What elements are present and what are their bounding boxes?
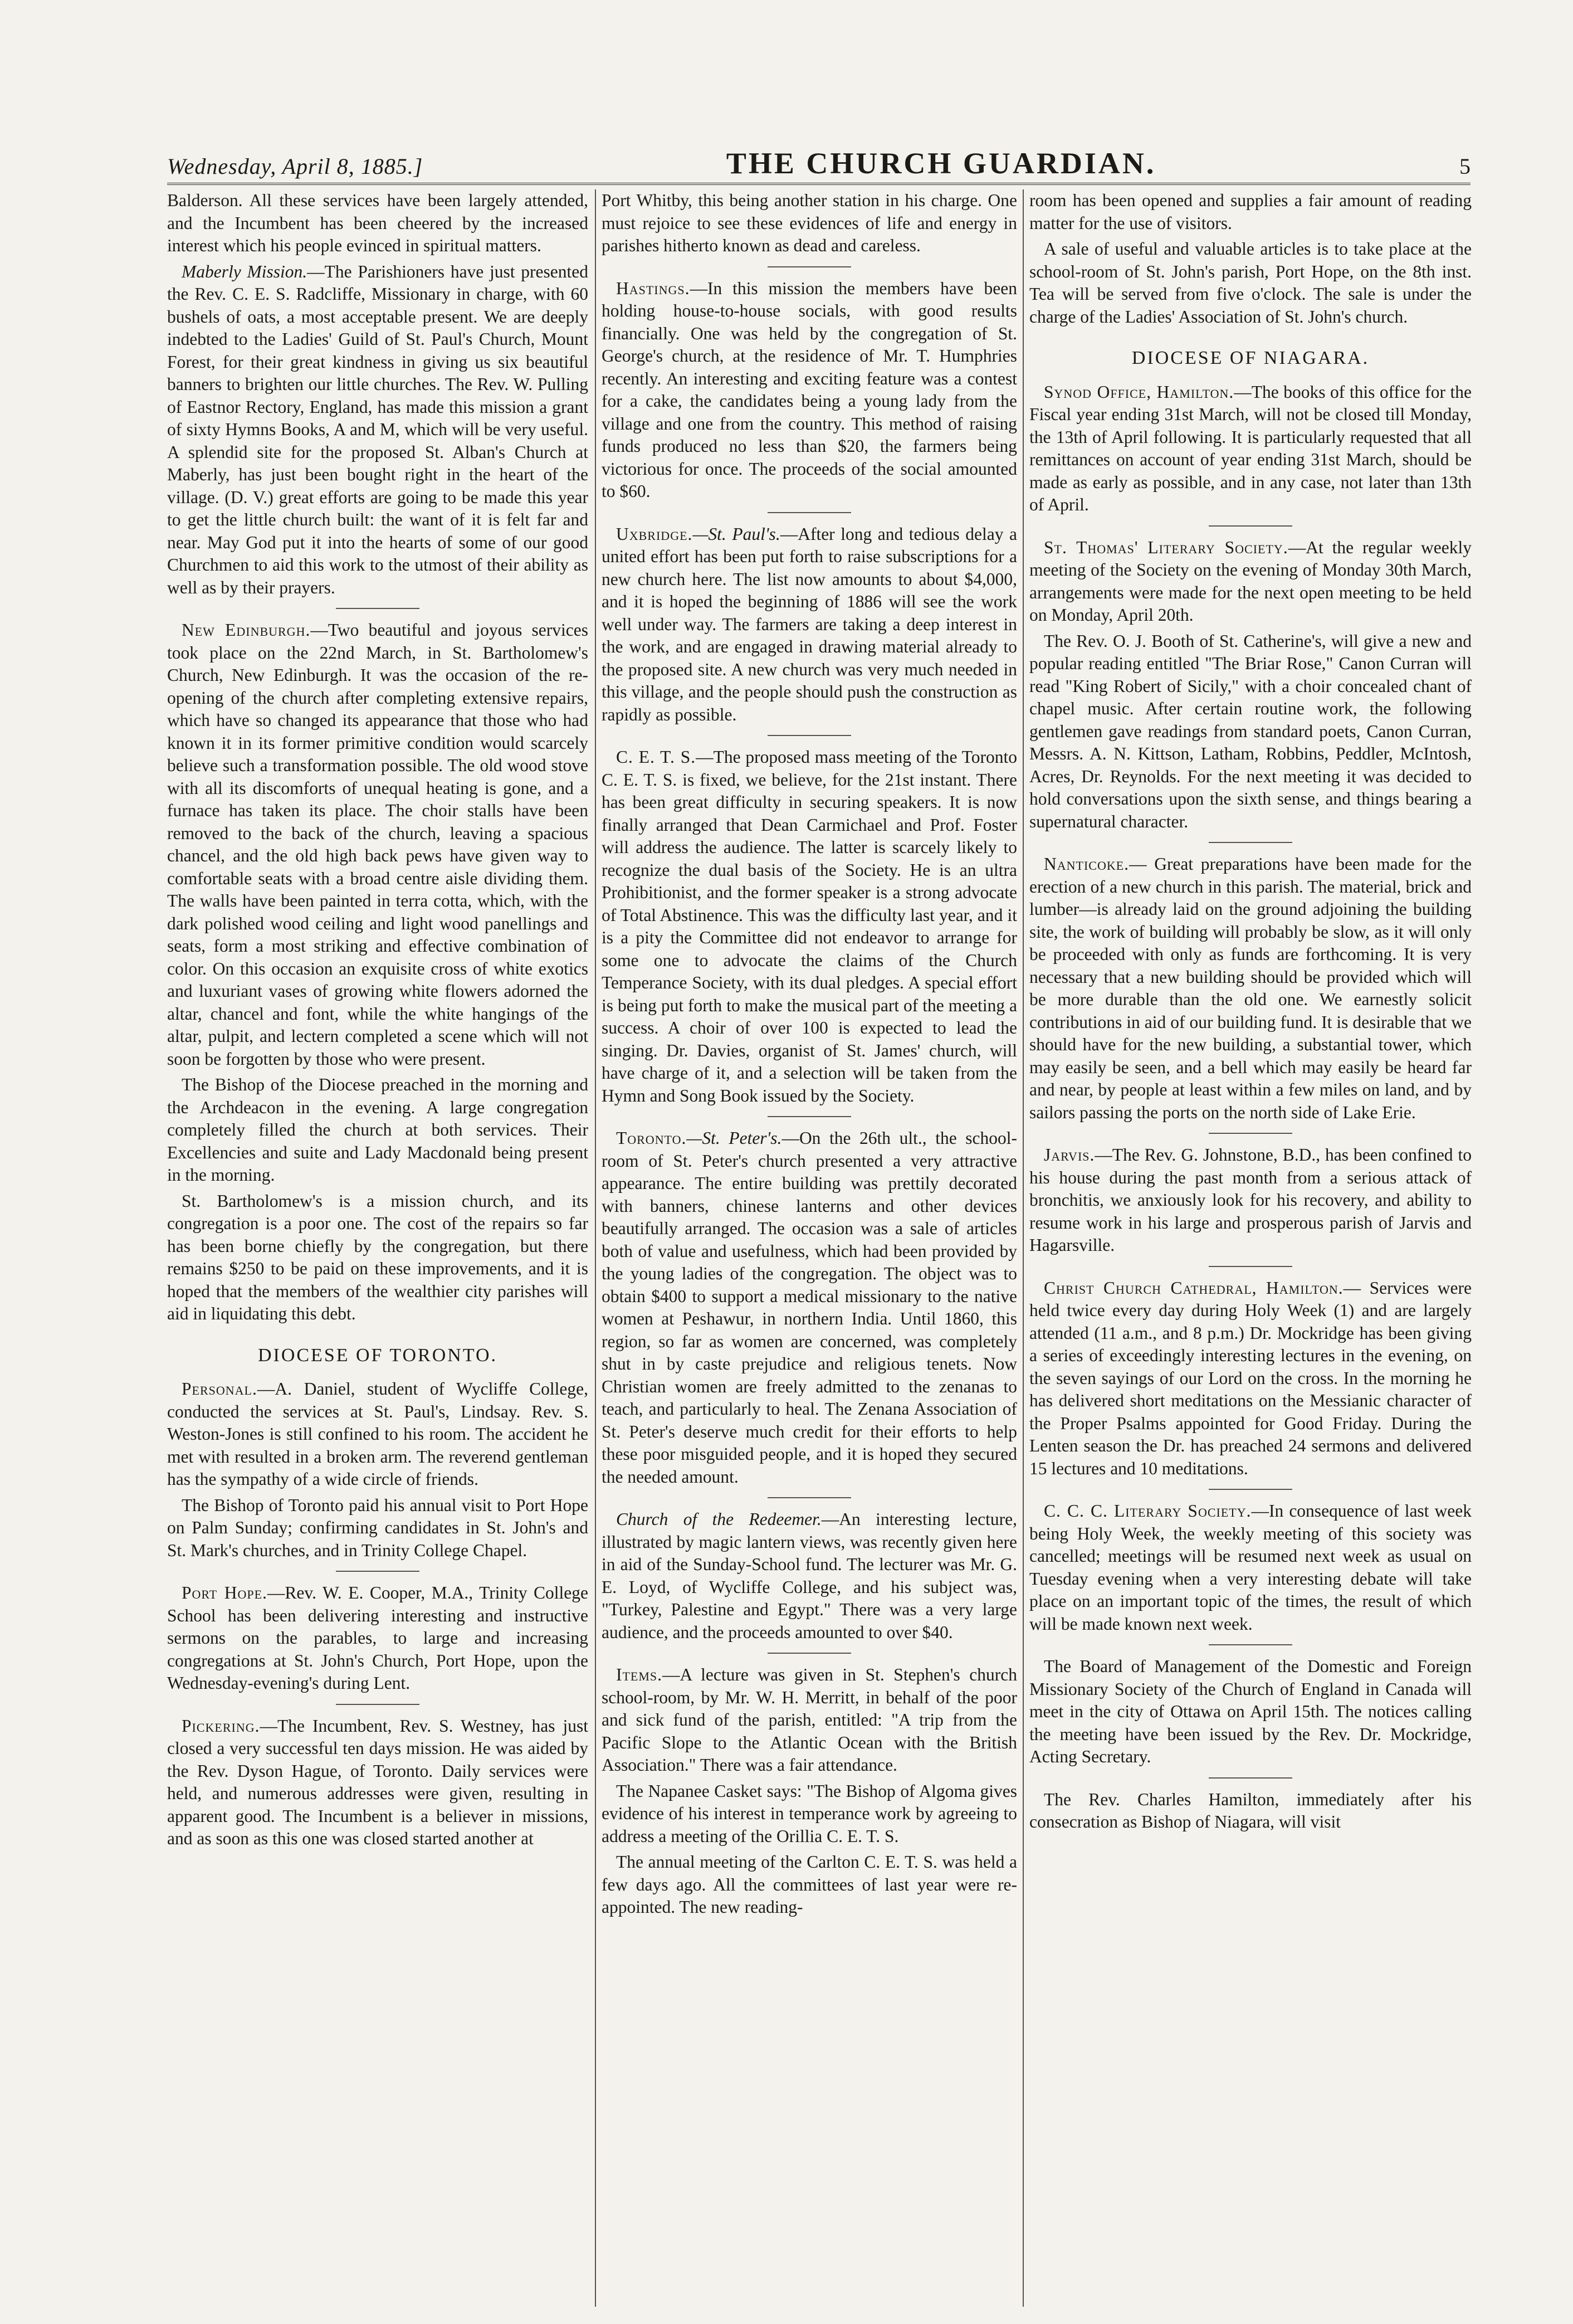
section-divider	[768, 1653, 851, 1654]
article-text: —The Rev. G. Johnstone, B.D., has been confined to his house during the past month from a serious attack of bronchitis, we anxiously look for his recovery, and ability to resume work in his large and prosperous parish of Jarvis and Hagarsville.	[1029, 1145, 1472, 1255]
article-paragraph	[1029, 1789, 1472, 1834]
article-text: —A. Daniel, student of Wycliffe College, conducted the services at St. Paul's, Lindsay. Rev. S. Weston-Jones is still confined to his room. The accident he met with resulted in a broken arm. The reverend gentleman has the sympathy of a wide circle of friends.	[167, 1379, 588, 1489]
article-paragraph	[167, 619, 588, 1070]
article-text: Port Whitby, this being another station in his charge. One must rejoice to see these evidences of life and energy in parishes hitherto known as dead and careless.	[602, 191, 1017, 255]
article-paragraph	[1029, 1500, 1472, 1635]
article-text: Balderson. All these services have been largely attended, and the Incumbent has been cheered by the increased interest which his people evinced in spiritual matters.	[167, 191, 588, 255]
section-divider	[768, 735, 851, 736]
article-text: —The Incumbent, Rev. S. Westney, has just closed a very successful ten days mission. He was aided by the Rev. Dyson Hague, of Toronto. Daily services were held, and numerous addresses were given, resulting in apparent good. The Incumbent is a believer in missions, and as soon as this one was closed started another at	[167, 1716, 588, 1848]
article-paragraph	[602, 1127, 1017, 1488]
article-paragraph	[602, 746, 1017, 1107]
article-text: —After long and tedious delay a united effort has been put forth to raise subscriptions for a new church here. The list now amounts to about $4,000, and it is hoped the beginning of 1886 will see the work well under way. The farmers are taking a deep interest in the work, and are engaged in drawing material already to the proposed site. A new church was very much needed in this village, and the people should push the construction as rapidly as possible.	[602, 524, 1017, 724]
article-text: —At the regular weekly meeting of the Society on the evening of Monday 30th March, arrangements were made for the next open meeting to be held on Monday, April 20th.	[1029, 537, 1472, 625]
section-divider	[768, 512, 851, 513]
article-text: A sale of useful and valuable articles is to take place at the school-room of St. John's parish, Port Hope, on the 8th inst. Tea will be served from five o'clock. The sale is under the charge of the Ladies' Association of St. John's church.	[1029, 239, 1472, 327]
article-lead: Pickering.	[182, 1716, 260, 1736]
article-lead: Port Hope.	[182, 1583, 267, 1602]
section-heading: DIOCESE OF TORONTO.	[257, 1344, 498, 1366]
article-paragraph	[1029, 381, 1472, 517]
article-lead: Uxbridge.	[616, 524, 693, 544]
article-text: —The Parishioners have just presented the Rev. C. E. S. Radcliffe, Missionary in charge, with 60 bushels of oats, a most acceptable present. We are deeply indebted to the Ladies' Guild of St. Paul's Church, Mount Forest, for their great kindness in giving us six beautiful banners to brighten our little churches. The Rev. W. Pulling of Eastnor Rectory, England, has made this mission a grant of sixty Hymns Books, A and M, which will be very useful. A splendid site for the proposed St. Alban's Church at Maberly, has just been bought right in the heart of the village. (D. V.) great efforts are going to be made this year to get the little church built: the want of it is felt far and near. May God put it into the hearts of some of our good Churchmen to aid this work to the utmost of their ability as well as by their prayers.	[167, 261, 588, 597]
column-3	[1023, 189, 1472, 2307]
article-text: The Rev. O. J. Booth of St. Catherine's, will give a new and popular reading entitled "The Briar Rose," Canon Curran will read "King Robert of Sicily," with a choir concealed chant of chapel music. After certain routine work, the following gentlemen gave readings from standard poets, Canon Curran, Messrs. A. N. Kittson, Latham, Robbins, Peddler, McIntosh, Acres, Dr. Reynolds. For the next meeting it was decided to hold conversations upon the sixth sense, and things bearing a supernatural character.	[1029, 631, 1472, 831]
article-text: —A lecture was given in St. Stephen's church school-room, by Mr. W. H. Merritt, in behalf of the poor and sick fund of the parish, entitled: "A trip from the Pacific Slope to the Atlantic Ocean with the British Association." There was a fair attendance.	[602, 1665, 1017, 1775]
article-paragraph	[602, 1664, 1017, 1777]
article-lead: Hastings.	[616, 278, 690, 298]
issue-date: Wednesday, April 8, 1885.]	[167, 154, 423, 179]
page-header	[167, 146, 1471, 185]
section-divider	[1209, 1489, 1292, 1490]
article-lead: St. Thomas' Literary Society.	[1044, 537, 1288, 557]
article-lead: C. E. T. S.	[616, 747, 696, 767]
section-divider	[768, 1116, 851, 1117]
article-lead: Maberly Mission.	[182, 261, 307, 281]
article-text: —Two beautiful and joyous services took place on the 22nd March, in St. Bartholomew's Church, New Edinburgh. It was the occasion of the re-opening of the church after completing extensive repairs, which have so changed its appearance that those who had known it in its former primitive condition would scarcely believe such a transformation possible. The old wood stove with all its discomforts of unequal heating is gone, and a furnace has taken its place. The choir stalls have been removed to the back of the church, leaving a spacious chancel, and the old high back pews have given way to comfortable seats with a broad centre aisle dividing them. The walls have been painted in terra cotta, which, with the dark polished wood ceiling and light wood panellings and seats, form a most striking and effective combination of color. On this occasion an exquisite cross of white exotics and luxuriant vases of growing white flowers adorned the altar, chancel and font, while the white hangings of the altar, pulpit, and lectern completed a scene which will not soon be forgotten by those who were present.	[167, 620, 588, 1069]
masthead-title: THE CHURCH GUARDIAN.	[726, 147, 1156, 180]
article-paragraph	[602, 1508, 1017, 1644]
article-text: —Rev. W. E. Cooper, M.A., Trinity College School has been delivering interesting and instructive sermons on the parables, to large and increasing congregations at St. John's Church, Port Hope, upon the Wednesday-evening's during Lent.	[167, 1583, 588, 1693]
article-text: —On the 26th ult., the school-room of St. Peter's church presented a very attractive appearance. The entire building was prettily decorated with banners, chinese lanterns and other devices beautifully arranged. The occasion was a sale of articles both of value and usefulness, which had been provided by the young ladies of the congregation. The object was to obtain $400 to support a medical missionary to the native women at Peshawur, in northern India. Until 1860, this region, so far as women are concerned, was completely shut in by caste prejudice and religious tenets. Now Christian women are freely admitted to the zenanas to teach, and particularly to heal. The Zenana Association of St. Peter's deserve much credit for their efforts to help these poor misguided people, and it is hoped they secured the needed amount.	[602, 1128, 1017, 1487]
article-sublead: —St. Peter's.	[686, 1128, 782, 1148]
article-sublead: —St. Paul's.	[692, 524, 780, 544]
article-paragraph	[167, 1494, 588, 1562]
article-lead: Church of the Redeemer.	[616, 1509, 822, 1529]
article-lead: Items.	[616, 1665, 663, 1684]
column-2	[595, 189, 1017, 2307]
section-divider	[1209, 1644, 1292, 1645]
article-text: —In this mission the members have been holding house-to-house socials, with good results financially. One was held by the congregation of St. George's church, at the residence of Mr. T. Humphries recently. An interesting and exciting feature was a contest for a cake, the candidates being a young lady from the village and one from the country. This method of raising funds produced no less than $20, the farmers being victorious for once. The proceeds of the social amounted to $60.	[602, 278, 1017, 501]
section-divider	[768, 1497, 851, 1498]
article-text: —An interesting lecture, illustrated by magic lantern views, was recently given here in aid of the Sunday-School fund. The lecturer was Mr. G. E. Loyd, of Wycliffe College, and his subject was, "Turkey, Palestine and Egypt." There was a very large audience, and the proceeds amounted to over $40.	[602, 1509, 1017, 1642]
article-paragraph	[167, 1074, 588, 1187]
article-lead: Personal.	[182, 1379, 257, 1399]
article-text: The Bishop of Toronto paid his annual visit to Port Hope on Palm Sunday; confirming candidates in St. John's and St. Mark's churches, and in Trinity College Chapel.	[167, 1495, 588, 1560]
article-text: The annual meeting of the Carlton C. E. T. S. was held a few days ago. All the committees of last year were re-appointed. The new reading-	[602, 1852, 1017, 1917]
article-text: —The books of this office for the Fiscal year ending 31st March, will not be closed till Monday, the 13th of April following. It is particularly requested that all remittances on account of year ending 31st March, should be made as early as possible, and in any case, not later than 13th of April.	[1029, 382, 1472, 514]
article-text: —In consequence of last week being Holy Week, the weekly meeting of this society was cancelled; meetings will be resumed next week as usual on Tuesday evening when a very interesting debate will take place on an important topic of the times, the result of which will be made known next week.	[1029, 1501, 1472, 1634]
section-divider	[336, 1571, 419, 1572]
article-lead: C. C. C. Literary Society.	[1044, 1501, 1252, 1521]
article-paragraph	[167, 1582, 588, 1695]
article-text: The Rev. Charles Hamilton, immediately after his consecration as Bishop of Niagara, will visit	[1029, 1789, 1472, 1831]
article-paragraph	[602, 277, 1017, 503]
article-paragraph	[1029, 189, 1472, 235]
article-paragraph	[167, 1715, 588, 1850]
section-divider	[1209, 1133, 1292, 1134]
article-text: — Services were held twice every day during Holy Week (1) and are largely attended (11 a.m., and 8 p.m.) Dr. Mockridge has been giving a series of exceedingly interesting lectures in the evening, on the seven sayings of our Lord on the cross. In the morning he has delivered short meditations on the Messianic character of the Proper Psalms appointed for Good Friday. During the Lenten season the Dr. has preached 24 sermons and delivered 15 lectures and 10 meditations.	[1029, 1278, 1472, 1478]
section-divider	[336, 1704, 419, 1705]
section-divider	[1209, 525, 1292, 527]
article-lead: Jarvis.	[1044, 1145, 1095, 1165]
article-paragraph	[167, 1190, 588, 1326]
article-text: The Bishop of the Diocese preached in the morning and the Archdeacon in the evening. A large congregation completely filled the church at both services. Their Excellencies and suite and Lady Macdonald being present in the morning.	[167, 1075, 588, 1185]
section-divider	[1209, 1777, 1292, 1779]
section-divider	[768, 266, 851, 267]
article-paragraph	[1029, 1655, 1472, 1768]
article-lead: New Edinburgh.	[182, 620, 311, 640]
article-paragraph	[1029, 238, 1472, 328]
article-text: —The proposed mass meeting of the Toronto C. E. T. S. is fixed, we believe, for the 21st instant. There has been great difficulty in securing speakers. It is now finally arranged that Dean Carmichael and Prof. Foster will address the audience. The latter is scarcely likely to recognize the dual basis of the Society. He is an ultra Prohibitionist, and the former speaker is a strong advocate of Total Abstinence. This was the difficulty last year, and it is a pity the Committee did not endeavor to arrange for some one to advocate the claims of the Church Temperance Society, with its dual pledges. A special effort is being put forth to make the musical part of the meeting a success. A choir of over 100 is expected to lead the singing. Dr. Davies, organist of St. James' church, will have charge of it, and a selection will be taken from the Hymn and Song Book issued by the Society.	[602, 747, 1017, 1105]
section-heading: DIOCESE OF NIAGARA.	[1131, 348, 1370, 368]
article-lead: Synod Office, Hamilton.	[1044, 382, 1234, 402]
article-lead: Toronto.	[616, 1128, 687, 1148]
column-1	[167, 189, 588, 2307]
article-text: The Board of Management of the Domestic and Foreign Missionary Society of the Church of England in Canada will meet in the city of Ottawa on April 15th. The notices calling the meeting have been issued by the Rev. Dr. Mockridge, Acting Secretary.	[1029, 1656, 1472, 1766]
article-paragraph	[1029, 1144, 1472, 1257]
article-paragraph	[1029, 630, 1472, 834]
article-text: The Napanee Casket says: "The Bishop of Algoma gives evidence of his interest in temperance work by agreeing to address a meeting of the Orillia C. E. T. S.	[602, 1781, 1017, 1846]
article-lead: Nanticoke.	[1044, 854, 1130, 874]
article-paragraph	[167, 261, 588, 600]
article-paragraph	[1029, 1277, 1472, 1480]
page-number: 5	[1459, 154, 1471, 179]
article-text: St. Bartholomew's is a mission church, and its congregation is a poor one. The cost of the repairs so far has been borne chiefly by the congregation, but there remains $250 to be paid on these improvements, and it is hoped that the members of the wealthier city parishes will aid in liquidating this debt.	[167, 1191, 588, 1323]
article-text: — Great preparations have been made for the erection of a new church in this parish. The material, brick and lumber—is already laid on the ground adjoining the building site, the work of building will probably be slow, as it will only be proceeded with only as funds are forthcoming. It is very necessary that a new building should be provided which will be more durable than the old one. We earnestly solicit contributions in aid of our building fund. It is desirable that we should have for the new building, a substantial tower, which may easily be seen, and a bell which may easily be heard far and near, by people at least within a few miles on land, and by sailors passing the ports on the north side of Lake Erie.	[1029, 854, 1472, 1122]
article-paragraph	[602, 1851, 1017, 1919]
article-paragraph	[167, 1378, 588, 1491]
article-paragraph	[167, 189, 588, 257]
article-paragraph	[1029, 537, 1472, 627]
section-divider	[336, 608, 419, 609]
article-text: room has been opened and supplies a fair amount of reading matter for the use of visitors.	[1029, 191, 1472, 233]
article-paragraph	[602, 1780, 1017, 1848]
article-paragraph	[602, 523, 1017, 727]
section-divider	[1209, 842, 1292, 843]
article-paragraph	[1029, 853, 1472, 1124]
article-lead: Christ Church Cathedral, Hamilton.	[1044, 1278, 1344, 1298]
article-paragraph	[602, 189, 1017, 257]
section-divider	[1209, 1266, 1292, 1267]
